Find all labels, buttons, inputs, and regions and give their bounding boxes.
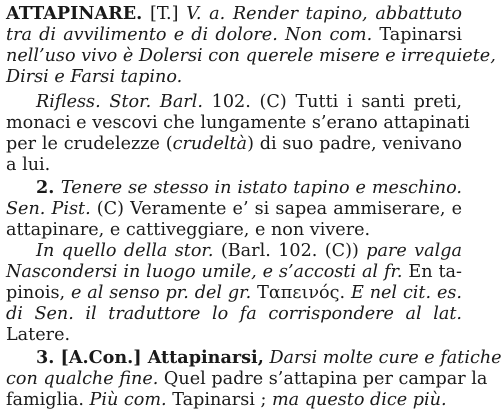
text-segment: con qualche fine.: [6, 369, 159, 389]
entry-line: [36, 178, 462, 198]
text-segment: (Barl. 102. (C)): [213, 241, 367, 261]
text-segment: nell’uso vivo è Dolersi con querele misere e irrequiete,: [6, 46, 496, 66]
text-segment: Dirsi e Farsi tapino.: [6, 67, 183, 87]
text-segment: per le crudelezze (: [6, 134, 173, 154]
entry-line: [6, 283, 462, 303]
text-segment: ) di suo padre, venivano: [247, 134, 462, 154]
text-segment: crudeltà: [172, 134, 248, 154]
entry-line: [36, 241, 462, 261]
text-segment: Tapinarsi ;: [166, 390, 272, 410]
text-segment: attapinare, e cattiveggiare, e non vivere.: [6, 220, 371, 240]
text-segment: Nascondersi in luogo umile, e s’accosti al fr.: [6, 262, 403, 282]
entry-line: [6, 155, 462, 175]
entry-line: [6, 262, 462, 282]
text-segment: 3. [A.Con.]: [36, 347, 148, 368]
entry-line: [6, 134, 462, 154]
entry-line: [36, 347, 502, 368]
entry-line: [6, 25, 462, 45]
text-segment: ma questo dice più.: [271, 390, 447, 410]
text-segment: e al senso pr. del gr.: [70, 283, 252, 303]
entry-line: [6, 325, 462, 345]
text-segment: Più com.: [89, 390, 167, 410]
text-segment: a lui.: [6, 155, 51, 175]
text-segment: tra di avvilimento e di dolore. Non com.: [6, 25, 373, 45]
entry-line: [36, 92, 462, 112]
text-segment: Tapinarsi: [372, 25, 462, 45]
text-segment: pare valga: [366, 241, 462, 261]
entry-line: [6, 46, 496, 66]
text-segment: Darsi molte cure e fatiche: [269, 348, 502, 368]
entry-line: [6, 199, 462, 219]
text-segment: Attapinarsi,: [147, 347, 264, 368]
text-segment: In quello della stor.: [36, 241, 214, 261]
text-segment: [T.]: [142, 4, 187, 24]
text-segment: Latere.: [6, 325, 71, 345]
text-segment: Ταπεινός.: [251, 283, 351, 303]
text-segment: 102. (C) Tutti i santi preti,: [202, 92, 462, 112]
text-segment: pinois,: [6, 283, 71, 303]
entry-line: [6, 390, 462, 410]
text-segment: Sen. Pist.: [6, 199, 91, 219]
text-segment: ATTAPINARE.: [6, 3, 143, 24]
entry-line: [6, 220, 462, 240]
text-segment: 2.: [36, 177, 61, 198]
entry-line: [6, 369, 488, 389]
text-segment: Rifless. Stor. Barl.: [36, 92, 203, 112]
text-segment: V. a. Render tapino, abbattuto: [186, 4, 462, 24]
entry-line: [6, 67, 462, 87]
entry-line: [6, 4, 462, 24]
text-segment: Tenere se stesso in istato tapino e meschino.: [60, 178, 462, 198]
text-segment: monaci e vescovi che lungamente s’erano attapinati: [6, 113, 470, 133]
text-segment: di Sen. il traduttore lo fa corrispondere al lat.: [6, 304, 462, 324]
text-segment: En ta-: [402, 262, 462, 282]
entry-line: [6, 304, 462, 324]
text-segment: famiglia.: [6, 390, 90, 410]
entry-line: [6, 113, 470, 133]
text-segment: Quel padre s’attapina per campar la: [158, 369, 488, 389]
text-segment: E nel cit. es.: [350, 283, 463, 303]
text-segment: (C) Veramente e’ si sapea ammiserare, e: [90, 199, 463, 219]
